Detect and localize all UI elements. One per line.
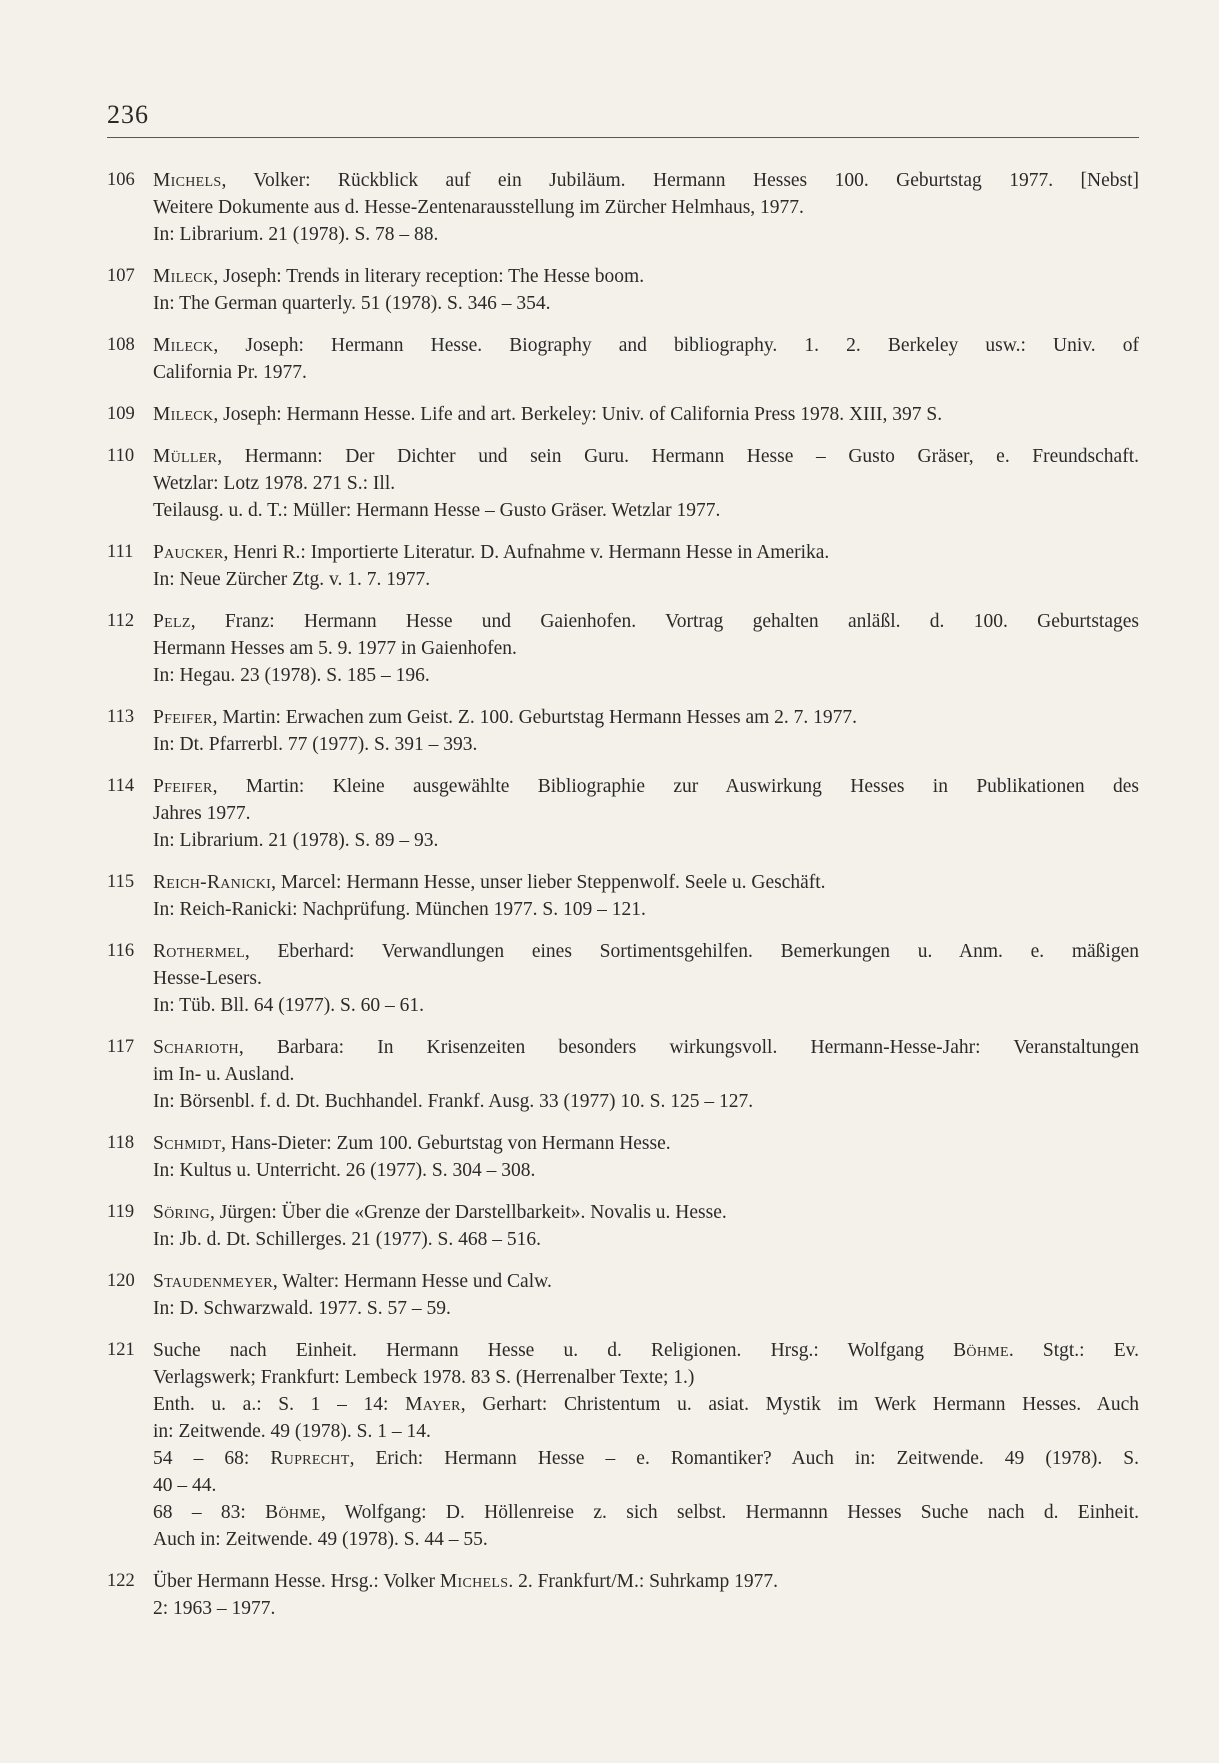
entry-number: 120	[107, 1271, 135, 1291]
entry-text	[153, 773, 1139, 854]
entry-line-text: , Eberhard: Verwandlungen eines Sortimentsgehilfen. Bemerkungen u. Anm. e. mäßigen	[244, 941, 1139, 962]
entry-line-text: Teilausg. u. d. T.: Müller: Hermann Hesse – Gusto Gräser. Wetzlar 1977.	[153, 500, 721, 521]
entry-line	[153, 1226, 1139, 1253]
entry-line-text: Jahres 1977.	[153, 803, 251, 824]
entry-line-text: , Hans-Dieter: Zum 100. Geburtstag von Hermann Hesse.	[221, 1133, 671, 1154]
entry-line-text: Wetzlar: Lotz 1978. 271 S.: Ill.	[153, 473, 396, 494]
entry-number: 121	[107, 1340, 135, 1360]
author-surname: Söring	[153, 1202, 210, 1223]
entry-line-text: Suche nach Einheit. Hermann Hesse u. d. Religionen. Hrsg.: Wolfgang	[153, 1340, 954, 1361]
entry-line-text: In: The German quarterly. 51 (1978). S. 346 – 354.	[153, 293, 551, 314]
entry-line	[153, 1130, 1139, 1157]
entry-number: 111	[107, 542, 134, 562]
entry-text	[153, 167, 1139, 248]
entry-line-text: In: Börsenbl. f. d. Dt. Buchhandel. Frankf. Ausg. 33 (1977) 10. S. 125 – 127.	[153, 1091, 754, 1112]
entry-line	[153, 1418, 1139, 1445]
entry-line-text: , Franz: Hermann Hesse und Gaienhofen. Vortrag gehalten anläßl. d. 100. Geburtstages	[190, 611, 1139, 632]
entry-line	[153, 938, 1139, 965]
entry-text	[153, 869, 1139, 923]
bibliography-entry	[107, 1034, 1139, 1115]
entry-line	[153, 1061, 1139, 1088]
bibliography-entry	[107, 1337, 1139, 1553]
entry-line-text: Verlagswerk; Frankfurt: Lembeck 1978. 83 S. (Herrenalber Texte; 1.)	[153, 1367, 695, 1388]
entry-line	[153, 443, 1139, 470]
entry-line-text: , Martin: Kleine ausgewählte Bibliographie zur Auswirkung Hesses in Publikationen des	[212, 776, 1139, 797]
author-surname: Paucker	[153, 542, 224, 563]
entry-number: 107	[107, 266, 135, 286]
author-surname: Michels	[153, 170, 222, 191]
entry-line	[153, 401, 1139, 428]
entry-line	[153, 662, 1139, 689]
entry-line	[153, 1499, 1139, 1526]
entry-line-text: 2: 1963 – 1977.	[153, 1598, 276, 1619]
entry-line-text: In: Neue Zürcher Ztg. v. 1. 7. 1977.	[153, 569, 431, 590]
entry-line	[153, 290, 1139, 317]
entry-line	[153, 608, 1139, 635]
entry-number: 122	[107, 1571, 135, 1591]
entry-number: 115	[107, 872, 135, 892]
entry-line	[153, 194, 1139, 221]
entry-number: 114	[107, 776, 135, 796]
entry-number: 118	[107, 1133, 135, 1153]
entry-line	[153, 1445, 1139, 1472]
entry-number: 119	[107, 1202, 135, 1222]
entry-line-text: , Wolfgang: D. Höllenreise z. sich selbst. Hermannn Hesses Suche nach d. Einheit.	[320, 1502, 1139, 1523]
entry-line	[153, 869, 1139, 896]
entry-text	[153, 1034, 1139, 1115]
entry-line-text: , Martin: Erwachen zum Geist. Z. 100. Geburtstag Hermann Hesses am 2. 7. 1977.	[212, 707, 858, 728]
bibliography-entry	[107, 167, 1139, 248]
entry-line	[153, 566, 1139, 593]
entry-line	[153, 965, 1139, 992]
entry-line-text: . 2. Frankfurt/M.: Suhrkamp 1977.	[508, 1571, 779, 1592]
entry-line	[153, 359, 1139, 386]
entry-line-text: In: Hegau. 23 (1978). S. 185 – 196.	[153, 665, 430, 686]
bibliography-entry	[107, 539, 1139, 593]
entry-line	[153, 896, 1139, 923]
entry-line-text: , Walter: Hermann Hesse und Calw.	[272, 1271, 552, 1292]
bibliography-entry	[107, 773, 1139, 854]
entry-line-text: In: Reich-Ranicki: Nachprüfung. München 1977. S. 109 – 121.	[153, 899, 646, 920]
entry-text	[153, 1568, 1139, 1622]
entry-number: 113	[107, 707, 135, 727]
entry-line-text: In: Librarium. 21 (1978). S. 78 – 88.	[153, 224, 439, 245]
entry-line-text: , Henri R.: Importierte Literatur. D. Aufnahme v. Hermann Hesse in Amerika.	[223, 542, 830, 563]
author-surname: Mileck	[153, 404, 214, 425]
entry-text	[153, 263, 1139, 317]
author-surname: Müller	[153, 446, 218, 467]
entry-line-text: Auch in: Zeitwende. 49 (1978). S. 44 – 55.	[153, 1529, 488, 1550]
entry-line	[153, 539, 1139, 566]
entry-line	[153, 470, 1139, 497]
entry-line	[153, 773, 1139, 800]
entry-number: 116	[107, 941, 135, 961]
bibliography-entry	[107, 1199, 1139, 1253]
entry-text	[153, 1130, 1139, 1184]
bibliography-entry	[107, 704, 1139, 758]
entry-line	[153, 1295, 1139, 1322]
bibliography-entry	[107, 938, 1139, 1019]
entry-line	[153, 800, 1139, 827]
entry-text	[153, 938, 1139, 1019]
entry-text	[153, 443, 1139, 524]
entry-text	[153, 608, 1139, 689]
entry-line	[153, 1568, 1139, 1595]
author-surname: Mayer	[405, 1394, 461, 1415]
entry-line-text: , Joseph: Trends in literary reception: The Hesse boom.	[213, 266, 645, 287]
author-surname: Michels	[439, 1571, 509, 1592]
entry-line-text: 40 – 44.	[153, 1475, 217, 1496]
entry-number: 109	[107, 404, 135, 424]
entry-text	[153, 539, 1139, 593]
entry-line	[153, 1088, 1139, 1115]
bibliography-entry	[107, 332, 1139, 386]
bibliography-entry	[107, 401, 1139, 428]
entry-line-text: , Volker: Rückblick auf ein Jubiläum. Hermann Hesses 100. Geburtstag 1977. [Nebst]	[221, 170, 1139, 191]
entry-line-text: 68 – 83:	[153, 1502, 266, 1523]
entry-line-text: , Jürgen: Über die «Grenze der Darstellbarkeit». Novalis u. Hesse.	[209, 1202, 727, 1223]
author-surname: Pfeifer	[153, 776, 213, 797]
author-surname: Rothermel	[153, 941, 245, 962]
entry-line-text: California Pr. 1977.	[153, 362, 307, 383]
entry-number: 108	[107, 335, 135, 355]
author-surname: Mileck	[153, 266, 214, 287]
entry-text	[153, 1337, 1139, 1553]
entry-line-text: , Joseph: Hermann Hesse. Biography and bibliography. 1. 2. Berkeley usw.: Univ. of	[213, 335, 1139, 356]
entry-text	[153, 401, 1139, 428]
entry-line	[153, 1472, 1139, 1499]
entry-line-text: In: Kultus u. Unterricht. 26 (1977). S. 304 – 308.	[153, 1160, 536, 1181]
header-rule	[107, 137, 1139, 138]
entry-line	[153, 731, 1139, 758]
entry-line-text: In: Librarium. 21 (1978). S. 89 – 93.	[153, 830, 439, 851]
entry-line	[153, 1595, 1139, 1622]
entry-line-text: , Erich: Hermann Hesse – e. Romantiker? Auch in: Zeitwende. 49 (1978). S.	[349, 1448, 1140, 1469]
entry-line-text: , Gerhart: Christentum u. asiat. Mystik im Werk Hermann Hesses. Auch	[460, 1394, 1139, 1415]
author-surname: Schmidt	[153, 1133, 222, 1154]
entry-line-text: Über Hermann Hesse. Hrsg.: Volker	[153, 1571, 440, 1592]
entry-line-text: In: D. Schwarzwald. 1977. S. 57 – 59.	[153, 1298, 451, 1319]
entry-line	[153, 635, 1139, 662]
entry-text	[153, 704, 1139, 758]
entry-line-text: Weitere Dokumente aus d. Hesse-Zentenarausstellung im Zürcher Helmhaus, 1977.	[153, 197, 804, 218]
bibliography-entry	[107, 1268, 1139, 1322]
entry-line-text: in: Zeitwende. 49 (1978). S. 1 – 14.	[153, 1421, 431, 1442]
bibliography-entry	[107, 1568, 1139, 1622]
entry-line-text: In: Jb. d. Dt. Schillerges. 21 (1977). S. 468 – 516.	[153, 1229, 542, 1250]
entry-line	[153, 827, 1139, 854]
entry-text	[153, 1199, 1139, 1253]
entry-line	[153, 1268, 1139, 1295]
entry-number: 110	[107, 446, 135, 466]
author-surname: Pelz	[153, 611, 191, 632]
author-surname: Reich-Ranicki	[153, 872, 272, 893]
bibliography-entry	[107, 443, 1139, 524]
entry-line	[153, 167, 1139, 194]
bibliography-entry	[107, 608, 1139, 689]
bibliography-entry	[107, 263, 1139, 317]
page-number: 236	[107, 100, 149, 129]
entry-line-text: , Barbara: In Krisenzeiten besonders wirkungsvoll. Hermann-Hesse-Jahr: Veranstaltungen	[238, 1037, 1139, 1058]
entry-line-text: , Joseph: Hermann Hesse. Life and art. Berkeley: Univ. of California Press 1978. XIII, 397 S.	[213, 404, 943, 425]
entry-line-text: , Hermann: Der Dichter und sein Guru. Hermann Hesse – Gusto Gräser, e. Freundschaft.	[217, 446, 1139, 467]
author-surname: Pfeifer	[153, 707, 213, 728]
bibliography-entry	[107, 1130, 1139, 1184]
entry-line	[153, 992, 1139, 1019]
author-surname: Böhme	[953, 1340, 1009, 1361]
entry-line	[153, 1157, 1139, 1184]
entry-line-text: . Stgt.: Ev.	[1008, 1340, 1140, 1361]
entry-line	[153, 263, 1139, 290]
entry-line-text: Hesse-Lesers.	[153, 968, 262, 989]
entry-line	[153, 332, 1139, 359]
author-surname: Staudenmeyer	[153, 1271, 273, 1292]
entry-number: 106	[107, 170, 135, 190]
author-surname: Böhme	[265, 1502, 321, 1523]
author-surname: Mileck	[153, 335, 214, 356]
entry-line-text: Enth. u. a.: S. 1 – 14:	[153, 1394, 406, 1415]
author-surname: Ruprecht	[270, 1448, 350, 1469]
entry-line-text: , Marcel: Hermann Hesse, unser lieber Steppenwolf. Seele u. Geschäft.	[271, 872, 826, 893]
entry-line-text: 54 – 68:	[153, 1448, 271, 1469]
entry-line-text: In: Dt. Pfarrerbl. 77 (1977). S. 391 – 393.	[153, 734, 478, 755]
bibliography-entry	[107, 869, 1139, 923]
entry-line	[153, 221, 1139, 248]
entry-line-text: im In- u. Ausland.	[153, 1064, 295, 1085]
entry-text	[153, 332, 1139, 386]
entry-line	[153, 1199, 1139, 1226]
entry-text	[153, 1268, 1139, 1322]
bibliography-list	[107, 167, 1139, 1637]
entry-line-text: Hermann Hesses am 5. 9. 1977 in Gaienhofen.	[153, 638, 517, 659]
entry-line	[153, 497, 1139, 524]
entry-number: 112	[107, 611, 135, 631]
entry-line	[153, 1364, 1139, 1391]
entry-line	[153, 1337, 1139, 1364]
entry-number: 117	[107, 1037, 135, 1057]
entry-line	[153, 1526, 1139, 1553]
entry-line	[153, 704, 1139, 731]
entry-line-text: In: Tüb. Bll. 64 (1977). S. 60 – 61.	[153, 995, 425, 1016]
author-surname: Scharioth	[153, 1037, 239, 1058]
entry-line	[153, 1391, 1139, 1418]
entry-line	[153, 1034, 1139, 1061]
